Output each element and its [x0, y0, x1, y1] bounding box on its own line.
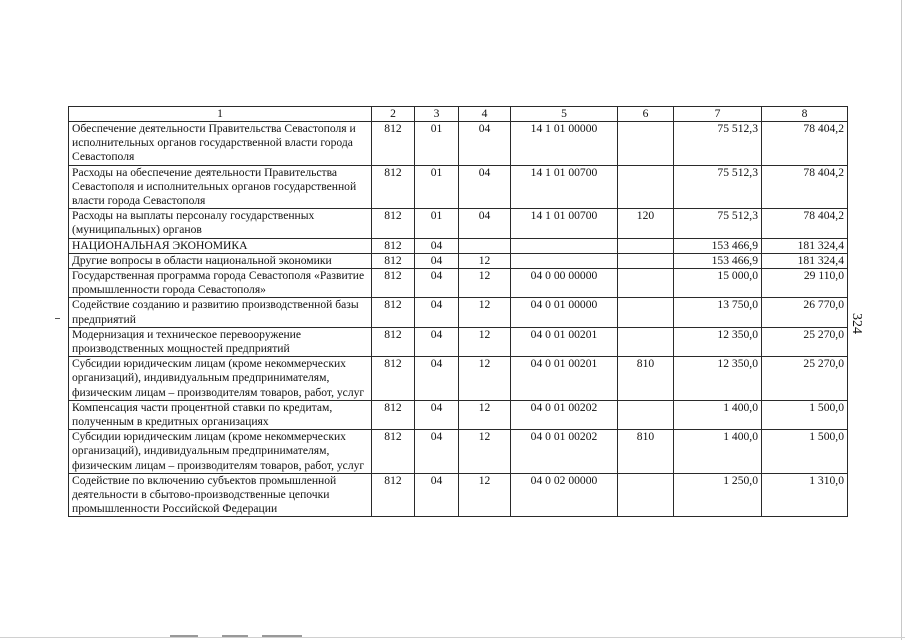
- column-header: 7: [674, 107, 762, 122]
- amount-year2: 29 110,0: [762, 269, 848, 298]
- subsection-code: [459, 238, 511, 253]
- expense-name: Субсидии юридическим лицам (кроме некоммерческих организаций), индивидуальным предпринимателям, физическим лицам – производителям товаров, работ, услуг: [69, 430, 372, 474]
- amount-year2: 1 500,0: [762, 430, 848, 474]
- subsection-code: 04: [459, 209, 511, 238]
- table-row: [69, 400, 848, 429]
- scan-edge-bottom: [0, 637, 905, 638]
- table-row: [69, 209, 848, 238]
- scan-smudge: [222, 635, 248, 637]
- section-code: 04: [415, 357, 459, 401]
- table-row: [69, 473, 848, 517]
- expense-type-code: [618, 165, 674, 209]
- subsection-code: 12: [459, 400, 511, 429]
- table-row: [69, 269, 848, 298]
- column-header: 5: [511, 107, 618, 122]
- amount-year1: 75 512,3: [674, 122, 762, 166]
- amount-year2: 25 270,0: [762, 327, 848, 356]
- expense-name: Расходы на обеспечение деятельности Правительства Севастополя и исполнительных органов государственной власти города Севастополя: [69, 165, 372, 209]
- column-header: 8: [762, 107, 848, 122]
- section-code: 04: [415, 430, 459, 474]
- department-code: 812: [372, 165, 415, 209]
- department-code: 812: [372, 122, 415, 166]
- amount-year2: 1 310,0: [762, 473, 848, 517]
- section-code: 04: [415, 253, 459, 268]
- table-row: [69, 238, 848, 253]
- department-code: 812: [372, 209, 415, 238]
- amount-year2: 78 404,2: [762, 122, 848, 166]
- department-code: 812: [372, 357, 415, 401]
- target-item-code: 14 1 01 00700: [511, 209, 618, 238]
- section-code: 04: [415, 473, 459, 517]
- section-code: 04: [415, 269, 459, 298]
- department-code: 812: [372, 473, 415, 517]
- amount-year1: 15 000,0: [674, 269, 762, 298]
- subsection-code: 12: [459, 253, 511, 268]
- department-code: 812: [372, 269, 415, 298]
- target-item-code: 14 1 01 00000: [511, 122, 618, 166]
- expense-type-code: [618, 298, 674, 327]
- department-code: 812: [372, 253, 415, 268]
- amount-year1: 12 350,0: [674, 327, 762, 356]
- subsection-code: 12: [459, 357, 511, 401]
- subsection-code: 04: [459, 165, 511, 209]
- scan-smudge: [262, 635, 302, 637]
- table-row: [69, 430, 848, 474]
- amount-year2: 78 404,2: [762, 165, 848, 209]
- amount-year1: 75 512,3: [674, 209, 762, 238]
- department-code: 812: [372, 430, 415, 474]
- expense-type-code: [618, 238, 674, 253]
- amount-year2: 1 500,0: [762, 400, 848, 429]
- subsection-code: 12: [459, 430, 511, 474]
- expense-type-code: [618, 122, 674, 166]
- amount-year1: 1 250,0: [674, 473, 762, 517]
- section-code: 04: [415, 400, 459, 429]
- table-row: [69, 253, 848, 268]
- subsection-code: 12: [459, 473, 511, 517]
- scan-smudge: [170, 635, 198, 637]
- target-item-code: [511, 253, 618, 268]
- section-code: 04: [415, 298, 459, 327]
- column-header: 3: [415, 107, 459, 122]
- department-code: 812: [372, 327, 415, 356]
- amount-year2: 25 270,0: [762, 357, 848, 401]
- target-item-code: 04 0 01 00202: [511, 430, 618, 474]
- table-row: [69, 327, 848, 356]
- expense-type-code: [618, 269, 674, 298]
- expense-name: Содействие созданию и развитию производственной базы предприятий: [69, 298, 372, 327]
- amount-year1: 1 400,0: [674, 400, 762, 429]
- table-row: [69, 298, 848, 327]
- expense-name: Модернизация и техническое перевооружение производственных мощностей предприятий: [69, 327, 372, 356]
- target-item-code: 14 1 01 00700: [511, 165, 618, 209]
- target-item-code: 04 0 00 00000: [511, 269, 618, 298]
- table-row: [69, 357, 848, 401]
- amount-year2: 26 770,0: [762, 298, 848, 327]
- expense-type-code: 120: [618, 209, 674, 238]
- expense-type-code: [618, 400, 674, 429]
- amount-year1: 1 400,0: [674, 430, 762, 474]
- table-row: [69, 122, 848, 166]
- section-code: 04: [415, 327, 459, 356]
- table-row: [69, 165, 848, 209]
- expense-type-code: 810: [618, 430, 674, 474]
- expense-type-code: [618, 253, 674, 268]
- target-item-code: [511, 238, 618, 253]
- amount-year1: 13 750,0: [674, 298, 762, 327]
- expense-type-code: [618, 473, 674, 517]
- expense-name: Обеспечение деятельности Правительства Севастополя и исполнительных органов государственной власти города Севастополя: [69, 122, 372, 166]
- section-code: 01: [415, 122, 459, 166]
- amount-year1: 153 466,9: [674, 238, 762, 253]
- expense-name: Расходы на выплаты персоналу государственных (муниципальных) органов: [69, 209, 372, 238]
- amount-year2: 181 324,4: [762, 238, 848, 253]
- section-code: 01: [415, 209, 459, 238]
- target-item-code: 04 0 02 00000: [511, 473, 618, 517]
- amount-year1: 12 350,0: [674, 357, 762, 401]
- target-item-code: 04 0 01 00201: [511, 357, 618, 401]
- expense-name: Компенсация части процентной ставки по кредитам, полученным в кредитных организациях: [69, 400, 372, 429]
- column-header: 1: [69, 107, 372, 122]
- expense-name: Содействие по включению субъектов промышленной деятельности в сбытово-производственные цепочки промышленности Российской Федерации: [69, 473, 372, 517]
- column-header: 4: [459, 107, 511, 122]
- expense-type-code: 810: [618, 357, 674, 401]
- column-header: 6: [618, 107, 674, 122]
- amount-year1: 153 466,9: [674, 253, 762, 268]
- subsection-code: 12: [459, 298, 511, 327]
- expense-name: НАЦИОНАЛЬНАЯ ЭКОНОМИКА: [69, 238, 372, 253]
- target-item-code: 04 0 01 00202: [511, 400, 618, 429]
- budget-table: [68, 106, 848, 517]
- expense-name: Государственная программа города Севастополя «Развитие промышленности города Севастополя»: [69, 269, 372, 298]
- section-code: 04: [415, 238, 459, 253]
- margin-mark: [55, 318, 60, 319]
- expense-type-code: [618, 327, 674, 356]
- amount-year2: 78 404,2: [762, 209, 848, 238]
- subsection-code: 12: [459, 269, 511, 298]
- subsection-code: 04: [459, 122, 511, 166]
- subsection-code: 12: [459, 327, 511, 356]
- department-code: 812: [372, 298, 415, 327]
- section-code: 01: [415, 165, 459, 209]
- page-number: 324: [849, 313, 864, 334]
- expense-name: Субсидии юридическим лицам (кроме некоммерческих организаций), индивидуальным предпринимателям, физическим лицам – производителям товаров, работ, услуг: [69, 357, 372, 401]
- target-item-code: 04 0 01 00201: [511, 327, 618, 356]
- department-code: 812: [372, 238, 415, 253]
- amount-year1: 75 512,3: [674, 165, 762, 209]
- table-header-row: [69, 107, 848, 122]
- department-code: 812: [372, 400, 415, 429]
- amount-year2: 181 324,4: [762, 253, 848, 268]
- scan-edge-right: [901, 0, 902, 640]
- target-item-code: 04 0 01 00000: [511, 298, 618, 327]
- column-header: 2: [372, 107, 415, 122]
- expense-name: Другие вопросы в области национальной экономики: [69, 253, 372, 268]
